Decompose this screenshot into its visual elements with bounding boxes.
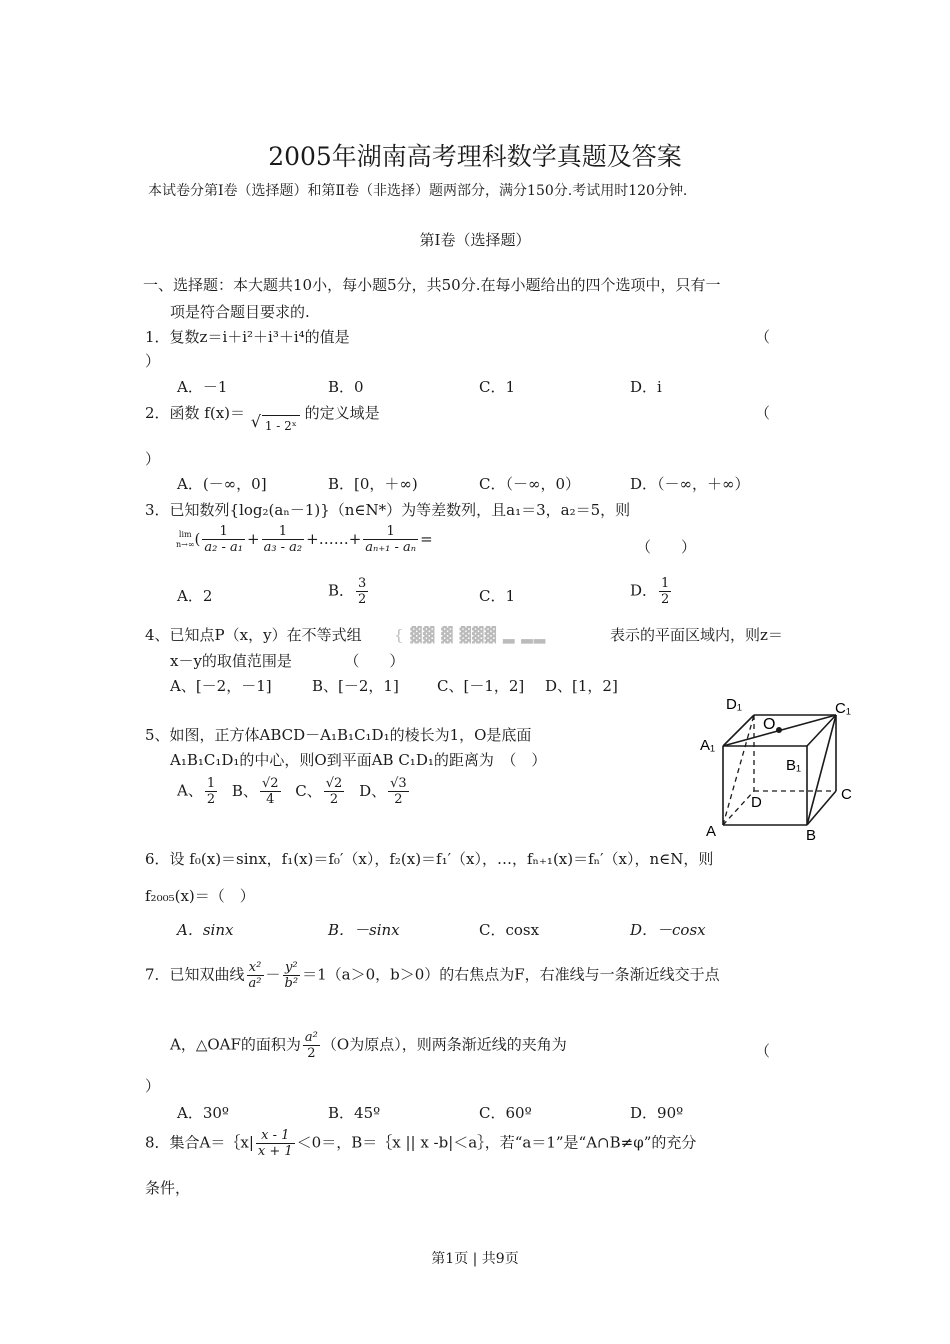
q7-paren-open: （: [755, 1042, 771, 1060]
q1-paren-close: ）: [145, 352, 161, 370]
label-a: A: [706, 823, 717, 840]
part-instructions-line2: 项是符合题目要求的.: [170, 303, 310, 321]
q8-stem: 8．集合A＝｛x| $\frac{x - 1}{x + 1}$ ＜0＝，B＝｛x || x -b|＜a｝，若“a＝1”是“A∩B≠φ”的充分: [145, 1128, 697, 1159]
q7-stem-line2: A，△OAF的面积为 $\frac{\text{a²}}{2}$ （O为原点），则两条渐近线的夹角为: [170, 1030, 567, 1061]
q2-option-c: C．（－∞，0）: [479, 475, 581, 493]
q3-term-n: $\frac{1}{\text{aₙ₊₁ - aₙ}}$: [365, 524, 417, 555]
q4-option-d: D、[1，2]: [545, 677, 618, 695]
q4-stem-line2: x－y的取值范围是 （ ）: [170, 652, 405, 670]
q2-option-b: B．[0，＋∞): [328, 475, 418, 493]
q3-term-1: $\frac{1}{\text{a₂ - a₁}}$: [204, 524, 243, 555]
q2-stem: [145, 403, 380, 436]
section-heading: 第Ⅰ卷（选择题）: [419, 231, 531, 249]
q1-paren-open: （: [755, 328, 771, 346]
label-b1: B₁: [786, 757, 802, 774]
q6-option-a: A．sinx: [177, 921, 234, 939]
q1-option-a: A．－1: [177, 378, 228, 396]
q7-option-c: C．60º: [479, 1104, 532, 1122]
q3-stem: 3．已知数列{log₂(aₙ－1)}（n∈N*）为等差数列，且a₁＝3，a₂＝5，则: [145, 501, 631, 519]
q2-stem-pre: 2．函数 f(x)＝: [145, 404, 246, 422]
exam-intro: 本试卷分第Ⅰ卷（选择题）和第Ⅱ卷（非选择）题两部分，满分150分.考试用时120分钟.: [148, 183, 688, 199]
q3-limit-expression: lim n→∞ ( $\frac{1}{\text{a₂ - a₁}}$ + $\frac{1}{\text{a₃ - a₂}}$ +……+ $\frac{1}{\text{aₙ₊₁ - aₙ}}$ =: [176, 524, 433, 555]
q6-stem-line1: 6．设 f₀(x)＝sinx，f₁(x)＝f₀′（x），f₂(x)＝f₁′（x），…，fₙ₊₁(x)＝fₙ′（x），n∈N，则: [145, 850, 714, 868]
q3-lim: lim n→∞: [176, 529, 195, 549]
q7-option-b: B．45º: [328, 1104, 381, 1122]
q2-option-d: D．（－∞，＋∞）: [630, 475, 750, 493]
q2-option-a: A．(－∞，0]: [177, 475, 267, 493]
q4-inequality-system: { ▓▓ ▓ ▓▓▓ ▂ ▂▂: [394, 626, 547, 644]
q6-stem-line2: f₂₀₀₅(x)＝（ ）: [145, 887, 255, 905]
q7-option-a: A．30º: [177, 1104, 229, 1122]
label-b: B: [806, 827, 817, 844]
q7-option-d: D．90º: [630, 1104, 684, 1122]
q1-option-b: B．0: [328, 378, 364, 396]
q2-sqrt: √ 1 - 2ˣ: [262, 415, 300, 436]
q8-stem-line2: 条件，: [145, 1179, 191, 1197]
label-c: C: [841, 786, 852, 803]
label-o: O: [763, 716, 776, 733]
q2-stem-post: 的定义域是: [304, 404, 380, 422]
hidden-edge-a-d: [723, 791, 754, 825]
q7-stem: 7．已知双曲线 $\frac{\text{x²}}{\text{a²}}$ － $\frac{\text{y²}}{\text{b²}}$ ＝1（a＞0，b＞0）的右焦点为F，右准线与一条渐近线交于点: [145, 960, 720, 991]
sqrt-sign-icon: √: [250, 412, 262, 431]
q5-stem-line2: A₁B₁C₁D₁的中心，则O到平面AB C₁D₁的距离为 （ ）: [170, 751, 547, 769]
label-d: D: [751, 794, 762, 811]
q3-option-d: D． $\frac{1}{2}$: [630, 576, 670, 607]
q6-option-b: B．－sinx: [328, 921, 400, 939]
q5-options: A、 $\frac{1}{2}$ B、 $\frac{√2}{4}$ C、 $\frac{√2}{2}$ D、 $\frac{√3}{2}$: [177, 776, 407, 807]
q3-blank: （ ）: [636, 538, 697, 556]
q2-paren-close: ）: [145, 450, 161, 468]
center-point-o: [776, 727, 782, 733]
q3-option-b: B． $\frac{3}{2}$: [328, 576, 367, 607]
cube-figure: [690, 688, 865, 848]
q3-option-c: C．1: [479, 587, 516, 605]
q4-option-b: B、[－2，1]: [312, 677, 399, 695]
q4-stem-post: 表示的平面区域内，则z＝: [610, 626, 783, 644]
q1-option-c: C．1: [479, 378, 516, 396]
q4-option-c: C、[－1，2]: [437, 677, 525, 695]
page-footer: 第1页 | 共9页: [431, 1251, 519, 1267]
q6-option-c: C．cosx: [479, 921, 540, 939]
q3-term-2: $\frac{1}{\text{a₃ - a₂}}$: [263, 524, 303, 555]
label-d1: D₁: [726, 696, 742, 713]
q6-option-d: D．－cosx: [630, 921, 706, 939]
q2-paren-open: （: [755, 404, 771, 422]
page-title: 2005年湖南高考理科数学真题及答案: [268, 142, 682, 171]
label-a1: A₁: [700, 737, 716, 754]
q1-stem: 1．复数z＝i＋i²＋i³＋i⁴的值是: [145, 328, 350, 346]
q4-option-a: A、[－2，－1]: [170, 677, 272, 695]
label-c1: C₁: [835, 700, 851, 717]
q4-stem-pre: 4、已知点P（x，y）在不等式组: [145, 626, 362, 644]
part-instructions-line1: 一、选择题：本大题共10小，每小题5分，共50分.在每小题给出的四个选项中，只有一: [143, 276, 721, 294]
q5-stem-line1: 5、如图，正方体ABCD－A₁B₁C₁D₁的棱长为1，O是底面: [145, 726, 532, 744]
q1-option-d: D．i: [630, 378, 662, 396]
q7-paren-close: ）: [145, 1077, 161, 1095]
q3-option-a: A．2: [177, 587, 213, 605]
